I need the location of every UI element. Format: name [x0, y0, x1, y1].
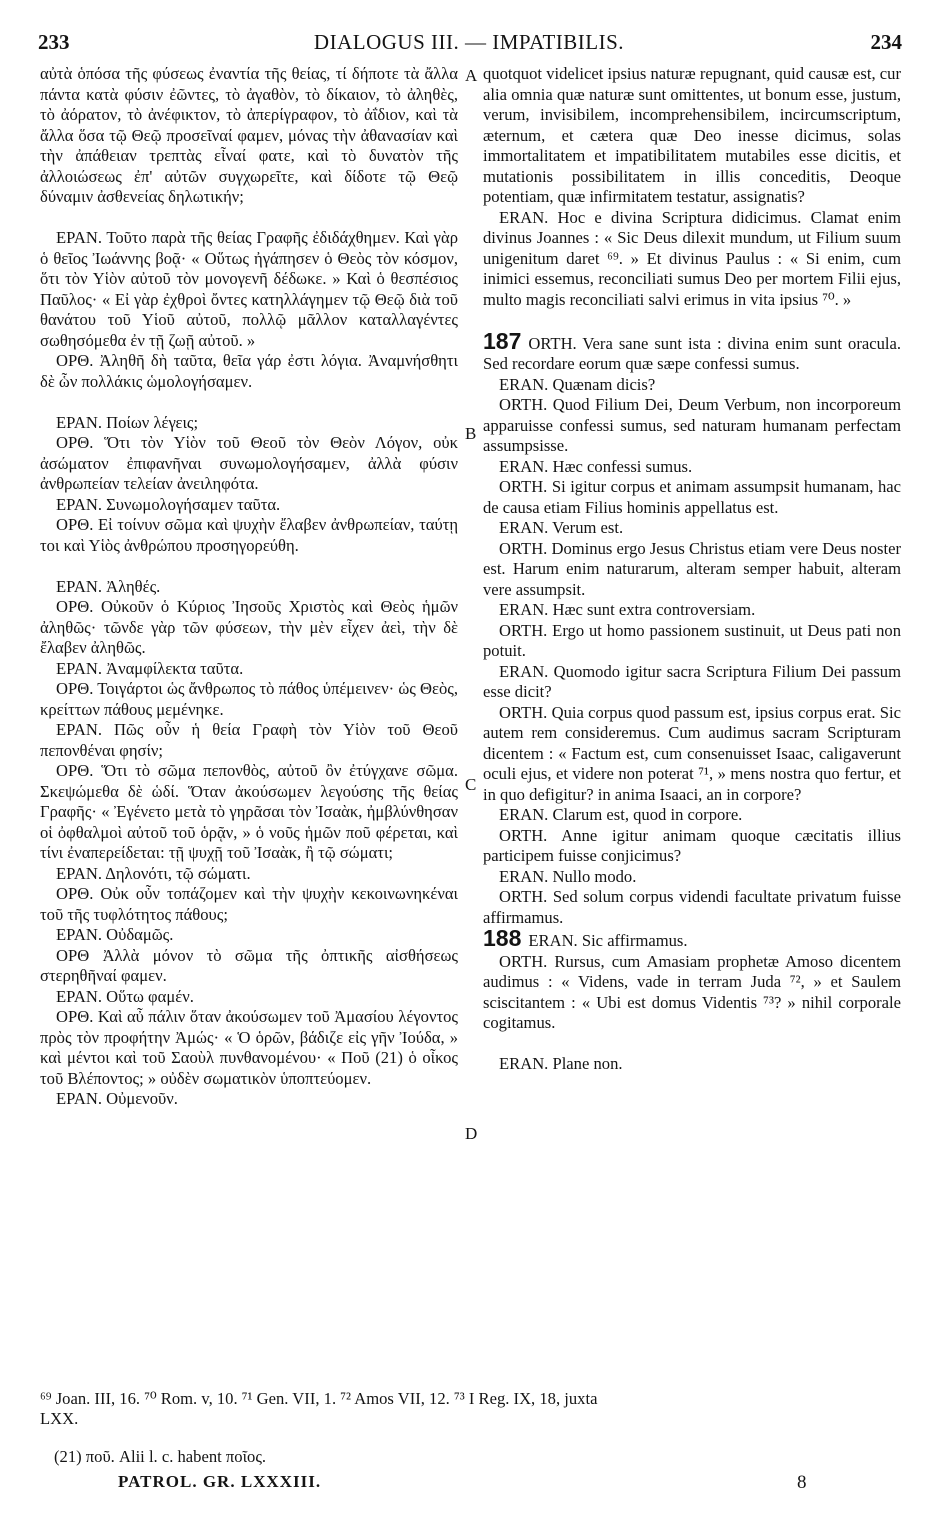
footer-sheet-number: 8	[797, 1472, 807, 1493]
margin-marker-d: D	[465, 1124, 478, 1143]
latin-paragraph	[483, 703, 901, 806]
footnote-line: ⁶⁹ Joan. III, 16. ⁷⁰ Rom. v, 10. ⁷¹ Gen. VII, 1. ⁷² Amos VII, 12. ⁷³ I Reg. IX, 18, juxta	[40, 1389, 598, 1408]
greek-paragraph: ΟΡΘ. Ὅτι τὸ σῶμα πεπονθὸς, αὐτοῦ ὂν ἐτύγχανε σῶμα. Σκεψώμεθα δὲ ὡδί. Ὅταν ἀκούσωμεν λεγούσης τῆς θείας Γραφῆς· « Ἐγένετο μετὰ τὸ γηρᾶσαι τὸν Ἰσαὰκ, ἠμβλύνθησαν οἱ ὀφθαλμοὶ αὐτοῦ τοῦ ὁρᾷν, » ὁ νοῦς ἡμῶν ποῦ φέρεται, καὶ τίνι ἐναπερείδεται: τῇ ψυχῇ τοῦ Ἰσαὰκ, ἢ τῷ σώματι;	[40, 761, 458, 862]
greek-paragraph: ΟΡΘ. Ὅτι τὸν Υἱὸν τοῦ Θεοῦ τὸν Θεὸν Λόγον, οὐκ ἀσώματον ἐπιφανῆναι συνωμολογήσαμεν, ἀλλὰ φύσιν ἀνθρωπείαν τελείαν ἀνειληφότα.	[40, 433, 458, 493]
latin-text: ERAN. Plane non.	[499, 1054, 623, 1073]
latin-text: ERAN. Sic affirmamus.	[528, 931, 688, 950]
left-page-number: 233	[38, 30, 70, 54]
latin-text: ORTH. Ergo ut homo passionem sustinuit, ut Deus pati non potuit.	[483, 620, 901, 660]
greek-paragraph: ΟΡΘ. Οὐκοῦν ὁ Κύριος Ἰησοῦς Χριστὸς καὶ Θεὸς ἡμῶν ἀληθῶς· τῶνδε γὰρ τῶν φύσεων, τὴν μὲν εἶχεν ἀεὶ, τὴν δὲ ἔλαβεν ἀληθῶς.	[40, 597, 458, 657]
latin-paragraph	[483, 826, 901, 867]
latin-paragraph	[483, 600, 901, 621]
latin-paragraph	[483, 327, 901, 375]
latin-paragraph	[483, 887, 901, 928]
latin-paragraph	[483, 518, 901, 539]
greek-paragraph: αὐτὰ ὁπόσα τῆς φύσεως ἐναντία τῆς θείας, τί δήποτε τὰ ἄλλα πάντα κατὰ φύσιν ἐῶντες, τὸ ἀγαθὸν, τὸ δίκαιον, τὸ ἀληθὲς, τὸ ἀόρατον, τὸ ἀνέφικτον, τὸ ἀπερίγραφον, τὸ ἀΐδιον, καὶ τὰ ἄλλα ὅσα τῷ Θεῷ προσεῖναί φαμεν, μόνας τὴν ἀθανασίαν καὶ τὴν ἀπάθειαν τρεπτὰς εἶναί φατε, καὶ τὸ δυνατὸν τῆς ἀλλοιώσεως ἐπ' αὐτῶν συγχωρεῖτε, καὶ δίδοτε τῷ Θεῷ δύναμιν ἀσθενείας δηλωτικήν;	[40, 64, 458, 206]
latin-text: ORTH. Si igitur corpus et animam assumpsit humanam, hac de causa etiam Filius hominis appellatus est.	[483, 477, 901, 517]
right-page-number: 234	[870, 30, 902, 54]
footnote-line: LXX.	[40, 1409, 79, 1428]
greek-paragraph: ΕΡΑΝ. Οὕτω φαμέν.	[56, 986, 194, 1006]
latin-paragraph	[483, 208, 901, 311]
latin-paragraph	[483, 621, 901, 662]
greek-paragraph: ΟΡΘ. Καὶ αὖ πάλιν ὅταν ἀκούσωμεν τοῦ Ἀμασίου λέγοντος πρὸς τὸν προφήτην Ἀμώς· « Ὁ ὁρῶν, βάδιζε εἰς γῆν Ἰούδα, » καὶ μέντοι καὶ τοῦ Σαοὺλ πυνθανομένου· « Ποῦ (21) ὁ οἶκος τοῦ Βλέποντος; » οὐδὲν σωματικὸν ὑποπτεύομεν.	[40, 1007, 458, 1088]
greek-paragraph: ΕΡΑΝ. Συνωμολογήσαμεν ταῦτα.	[56, 494, 281, 514]
latin-text: ORTH. Quia corpus quod passum est, ipsius corpus erat. Sic autem rem consideremus. Cum audimus sacram Scripturam dicentem : « Factum est, cum consenuisset Isaac, caligaverunt oculi ejus, et videre non poterat ⁷¹, » mens nostra quo fertur, et in quo defigitur? in anima Isaaci, an in corpore?	[483, 702, 901, 804]
margin-marker-c: C	[465, 775, 477, 794]
latin-paragraph	[483, 539, 901, 601]
latin-paragraph	[483, 867, 901, 888]
latin-paragraph	[483, 64, 901, 208]
latin-paragraph	[483, 805, 901, 826]
greek-paragraph: ΟΡΘ. Εἰ τοίνυν σῶμα καὶ ψυχὴν ἔλαβεν ἀνθρωπείαν, ταύτῃ τοι καὶ Υἱὸς ἀνθρώπου προσηγορεύθη.	[40, 515, 458, 555]
latin-paragraph	[483, 1054, 901, 1075]
greek-paragraph: ΟΡΘ. Τοιγάρτοι ὡς ἄνθρωπος τὸ πάθος ὑπέμεινεν· ὡς Θεὸς, κρείττων πάθους μεμένηκε.	[40, 679, 458, 719]
greek-column	[40, 64, 458, 1110]
latin-text: ORTH. Dominus ergo Jesus Christus etiam vere Deus noster est. Harum enim naturarum, alteram semper habuit, alteram vere assumpsit.	[483, 538, 901, 599]
latin-paragraph	[483, 952, 901, 1034]
margin-marker-a: A	[465, 66, 478, 85]
latin-column	[483, 64, 901, 1075]
margin-marker-b: B	[465, 424, 477, 443]
latin-paragraph	[483, 662, 901, 703]
latin-paragraph	[483, 925, 901, 952]
latin-text: ERAN. Nullo modo.	[499, 866, 637, 886]
greek-paragraph: ΟΡΘ Ἀλλὰ μόνον τὸ σῶμα τῆς ὀπτικῆς αἰσθήσεως στερηθῆναί φαμεν.	[40, 945, 458, 985]
greek-paragraph: ΕΡΑΝ. Τοῦτο παρὰ τῆς θείας Γραφῆς ἐδιδάχθημεν. Καὶ γὰρ ὁ θεῖος Ἰωάννης βοᾷ· « Οὕτως ἠγάπησεν ὁ Θεὸς τὸν κόσμον, ὅτι τὸν Υἱὸν αὐτοῦ τὸν μονογενῆ δέδωκε. » Καὶ ὁ θεσπέσιος Παῦλος· « Εἰ γὰρ ἐχθροὶ ὄντες κατηλλάγημεν τῷ Θεῷ διὰ τοῦ θανάτου τοῦ Υἱοῦ αὐτοῦ, πολλῷ μᾶλλον καταλλαγέντες σωθησόμεθα ἐν τῇ ζωῇ αὐτοῦ. »	[40, 228, 458, 350]
latin-text: ERAN. Quænam dicis?	[499, 374, 656, 394]
latin-text: ERAN. Clarum est, quod in corpore.	[499, 805, 743, 824]
greek-paragraph: ΕΡΑΝ. Ἀληθές.	[56, 576, 161, 596]
latin-text: ERAN. Quomodo igitur sacra Scriptura Filium Dei passum esse dicit?	[483, 661, 901, 701]
greek-paragraph: ΟΡΘ. Οὐκ οὖν τοπάζομεν καὶ τὴν ψυχὴν κεκοινωνηκέναι τοῦ τῆς τυφλότητος πάθους;	[40, 884, 458, 924]
variant-note: (21) ποῦ. Alii l. c. habent ποῖος.	[54, 1447, 267, 1466]
footer-signature: PATROL. GR. LXXXIII.	[118, 1472, 322, 1491]
greek-paragraph: ΕΡΑΝ. Οὐμενοῦν.	[56, 1089, 178, 1108]
greek-paragraph: ΕΡΑΝ. Ἀναμφίλεκτα ταῦτα.	[56, 658, 244, 678]
greek-paragraph: ΕΡΑΝ. Πῶς οὖν ἡ θεία Γραφὴ τὸν Υἱὸν τοῦ Θεοῦ πεπονθέναι φησίν;	[40, 720, 458, 760]
latin-paragraph	[483, 477, 901, 518]
section-number: 187	[483, 327, 522, 354]
latin-text: ORTH. Rursus, cum Amasiam prophetæ Amoso dicentem audimus : « Videns, vade in terram Juda ⁷², » et Saulem sciscitantem : « Ubi est domus Videntis ⁷³? » nihil corporale cogitamus.	[483, 951, 901, 1032]
latin-text: ORTH. Vera sane sunt ista : divina enim sunt oracula. Sed recordare eorum quæ sæpe confessi sumus.	[483, 333, 901, 373]
greek-paragraph: ΟΡΘ. Ἀληθῆ δὴ ταῦτα, θεῖα γάρ ἐστι λόγια. Ἀναμνήσθητι δὲ ὧν πολλάκις ὡμολογήσαμεν.	[40, 351, 458, 391]
latin-text: quotquot videlicet ipsius naturæ repugnant, quid causæ est, cur alia omnia quæ naturæ sunt omittentes, ut bonum esse, justum, verum, invisibilem, incomprehensibilem, incircumscriptum, æternum, et cætera quæ Deo inesse dicimus, solas immortalitatem et impatibilitatem mutabiles esse dicitis, et mutationis possibilitatem in illis conceditis, Deoque potentiam, quæ infirmitatem testatur, assignatis?	[483, 64, 901, 206]
latin-paragraph	[483, 375, 901, 396]
greek-paragraph: ΕΡΑΝ. Ποίων λέγεις;	[56, 412, 199, 432]
running-title: DIALOGUS III. — IMPATIBILIS.	[313, 30, 625, 54]
latin-text: ERAN. Hæc confessi sumus.	[499, 456, 693, 476]
latin-text: ORTH. Quod Filium Dei, Deum Verbum, non incorporeum apparuisse confessi sumus, sed naturam humanam perfectam assumpsisse.	[483, 395, 901, 455]
latin-paragraph	[483, 457, 901, 478]
latin-text: ORTH. Anne igitur animam quoque cæcitatis illius participem fuisse conjicimus?	[483, 825, 901, 865]
latin-text: ERAN. Hæc sunt extra controversiam.	[499, 600, 756, 619]
latin-paragraph	[483, 395, 901, 457]
latin-text: ERAN. Verum est.	[499, 518, 624, 537]
latin-text: ERAN. Hoc e divina Scriptura didicimus. Clamat enim divinus Joannes : « Sic Deus dilexit mundum, ut Filium suum unigenitum daret ⁶⁹. » Et divinus Paulus : « Si enim, cum inimici essemus, reconciliati sumus Deo per mortem Filii ejus, multo magis reconciliati salvi erimus in vita ipsius ⁷⁰. »	[483, 207, 901, 309]
greek-paragraph: ΕΡΑΝ. Οὐδαμῶς.	[56, 925, 174, 944]
section-number: 188	[483, 925, 522, 951]
latin-text: ORTH. Sed solum corpus videndi facultate privatum fuisse affirmamus.	[483, 887, 901, 927]
footnotes	[40, 1389, 900, 1429]
greek-paragraph: ΕΡΑΝ. Δηλονότι, τῷ σώματι.	[56, 863, 251, 883]
